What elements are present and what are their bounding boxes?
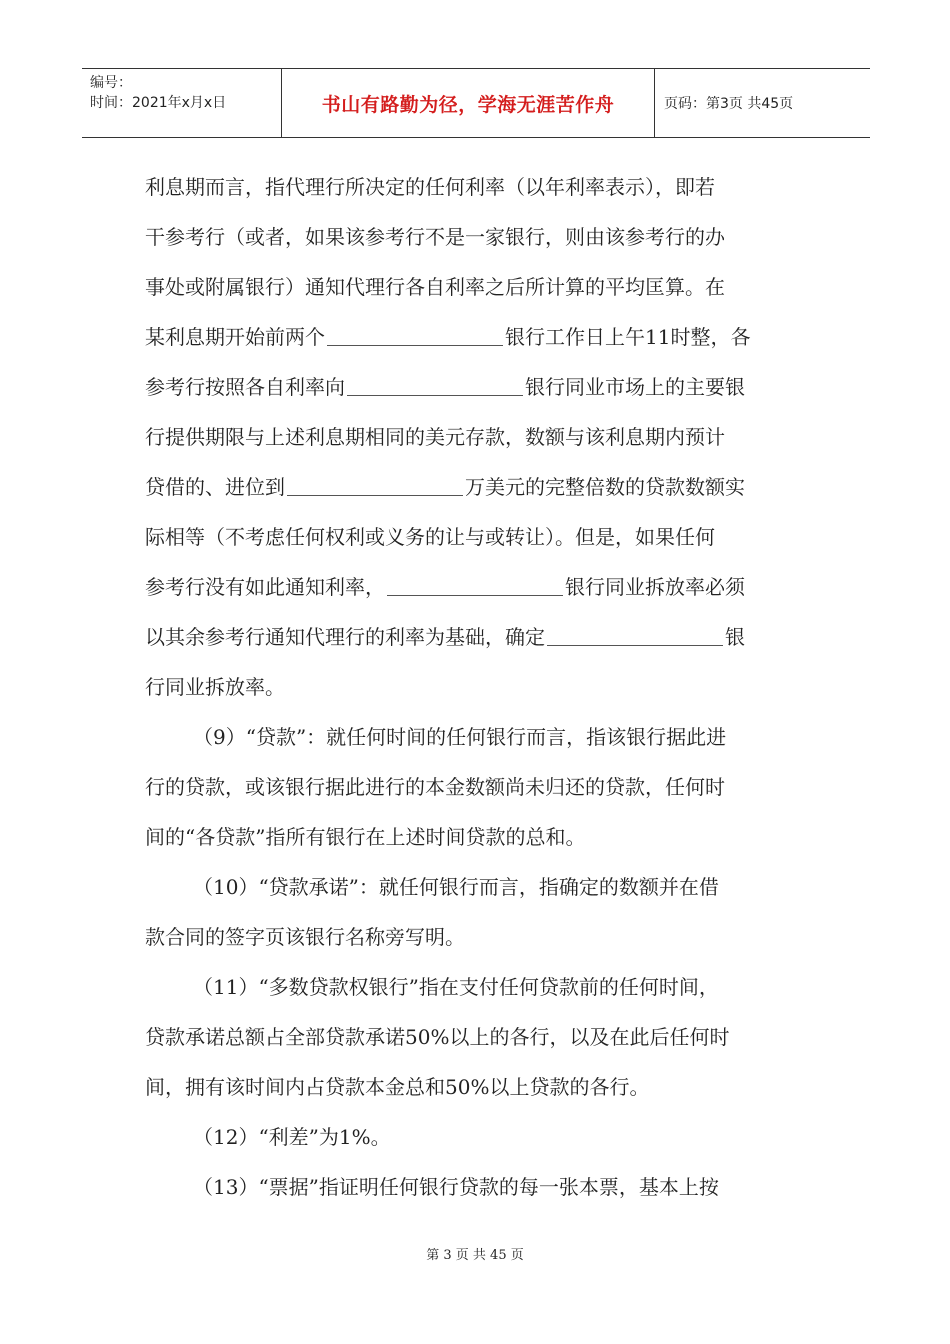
text-line: 贷借的、进位到 万美元的完整倍数的贷款数额实 — [145, 475, 745, 499]
header-page-cell — [655, 69, 870, 137]
fill-in-blank — [547, 623, 723, 646]
code-label: 编号： — [90, 75, 132, 91]
text-line: 贷款承诺总额占全部贷款承诺50%以上的各行，以及在此后任何时 — [145, 1025, 730, 1049]
text-line: （10）“贷款承诺”：就任何银行而言，指确定的数额并在借 — [193, 875, 719, 899]
motto: 书山有路勤为径，学海无涯苦作舟 — [321, 93, 615, 116]
text-line: 间的“各贷款”指所有银行在上述时间贷款的总和。 — [145, 825, 586, 849]
text-line: 际相等（不考虑任何权利或义务的让与或转让）。但是，如果任何 — [145, 525, 715, 549]
text-line: 某利息期开始前两个 银行工作日上午11时整，各 — [145, 325, 751, 349]
header-meta — [82, 69, 282, 137]
text-line: 行的贷款，或该银行据此进行的本金数额尚未归还的贷款，任何时 — [145, 775, 725, 799]
text-line: （12）“利差”为1%。 — [193, 1125, 391, 1149]
text-line: 间，拥有该时间内占贷款本金总和50%以上贷款的各行。 — [145, 1075, 650, 1099]
document-body — [145, 162, 805, 1212]
text-line: 干参考行（或者，如果该参考行不是一家银行，则由该参考行的办 — [145, 225, 725, 249]
text-line: 行同业拆放率。 — [145, 675, 285, 699]
fill-in-blank — [347, 373, 523, 396]
text-line: 参考行按照各自利率向 银行同业市场上的主要银 — [145, 375, 745, 399]
text-line: 以其余参考行通知代理行的利率为基础，确定 银 — [145, 625, 745, 649]
text-line: 事处或附属银行）通知代理行各自利率之后所计算的平均匡算。在 — [145, 275, 725, 299]
text-line: （9）“贷款”：就任何时间的任何银行而言，指该银行据此进 — [193, 725, 727, 749]
text-line: 行提供期限与上述利息期相同的美元存款，数额与该利息期内预计 — [145, 425, 725, 449]
page-label: 页码：第3页 共45页 — [664, 96, 794, 112]
fill-in-blank — [387, 573, 563, 596]
page-header — [82, 68, 870, 138]
page-footer: 第 3 页 共 45 页 — [426, 1248, 524, 1263]
text-line: 参考行没有如此通知利率， 银行同业拆放率必须 — [145, 575, 745, 599]
text-line: 款合同的签字页该银行名称旁写明。 — [145, 925, 465, 949]
text-line: （11）“多数贷款权银行”指在支付任何贷款前的任何时间， — [193, 975, 719, 999]
text-line: （13）“票据”指证明任何银行贷款的每一张本票，基本上按 — [193, 1175, 719, 1199]
fill-in-blank — [327, 323, 503, 346]
time-label: 时间：2021年x月x日 — [90, 95, 227, 111]
header-motto-cell — [282, 69, 655, 137]
text-line: 利息期而言，指代理行所决定的任何利率（以年利率表示），即若 — [145, 175, 715, 199]
fill-in-blank — [287, 473, 463, 496]
